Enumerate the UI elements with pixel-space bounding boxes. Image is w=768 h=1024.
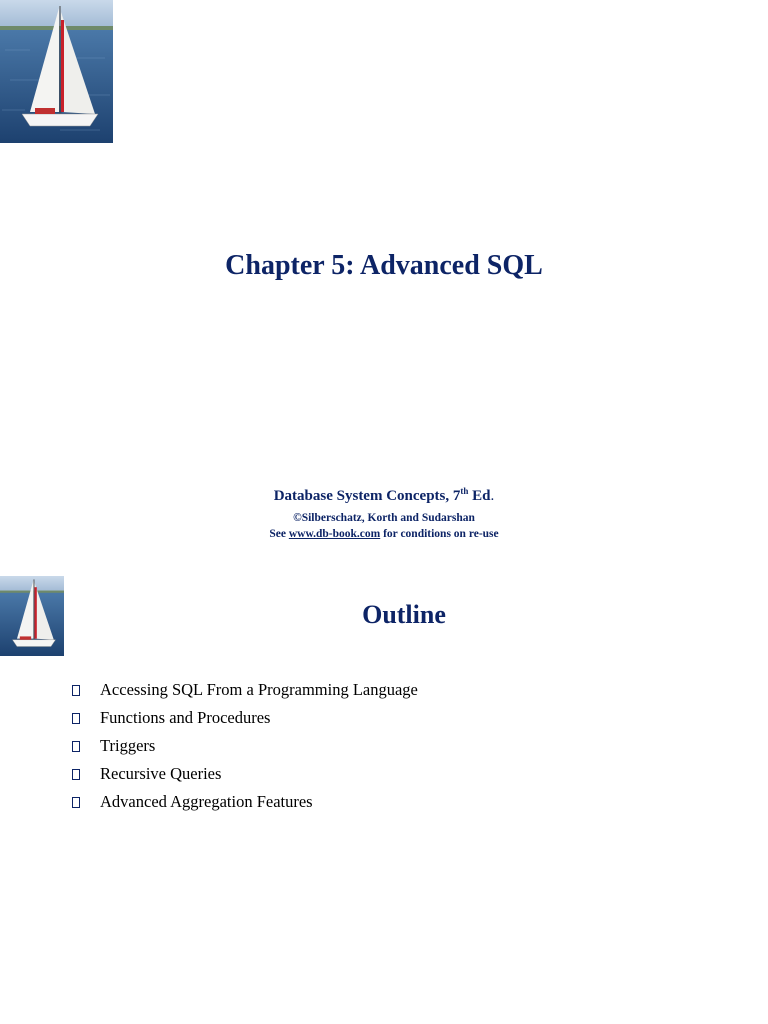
copyright-line: ©Silberschatz, Korth and Sudarshan (293, 512, 475, 524)
bullet-icon (72, 741, 80, 752)
outline-title: Outline (362, 600, 446, 629)
db-book-link[interactable]: www.db-book.com (288, 528, 381, 540)
reuse-suffix: for conditions on re-use (380, 528, 499, 540)
list-item-label: Recursive Queries (100, 764, 222, 783)
list-item-label: Functions and Procedures (100, 708, 271, 727)
list-item-label: Advanced Aggregation Features (100, 792, 313, 811)
edition-suffix: Ed (468, 488, 491, 504)
sailboat-logo (0, 0, 113, 143)
list-item (72, 732, 418, 760)
bullet-icon (72, 797, 80, 808)
list-item-label: Accessing SQL From a Programming Language (100, 680, 418, 699)
bullet-icon (72, 713, 80, 724)
reuse-line (0, 528, 768, 540)
list-item-label: Triggers (100, 736, 156, 755)
book-title-text: Database System Concepts, 7 (273, 488, 461, 504)
book-period: . (490, 488, 495, 504)
reuse-prefix: See (269, 528, 289, 540)
outline-list (72, 676, 418, 816)
sailboat-image (0, 0, 113, 143)
sailboat-logo (0, 576, 64, 656)
list-item (72, 676, 418, 704)
edition-superscript: th (460, 486, 469, 496)
book-title (0, 486, 768, 505)
list-item (72, 760, 418, 788)
list-item (72, 704, 418, 732)
outline-slide (0, 576, 768, 1024)
sailboat-image (0, 576, 64, 656)
slide-title: Chapter 5: Advanced SQL (225, 250, 543, 281)
bullet-icon (72, 769, 80, 780)
list-item (72, 788, 418, 816)
bullet-icon (72, 685, 80, 696)
